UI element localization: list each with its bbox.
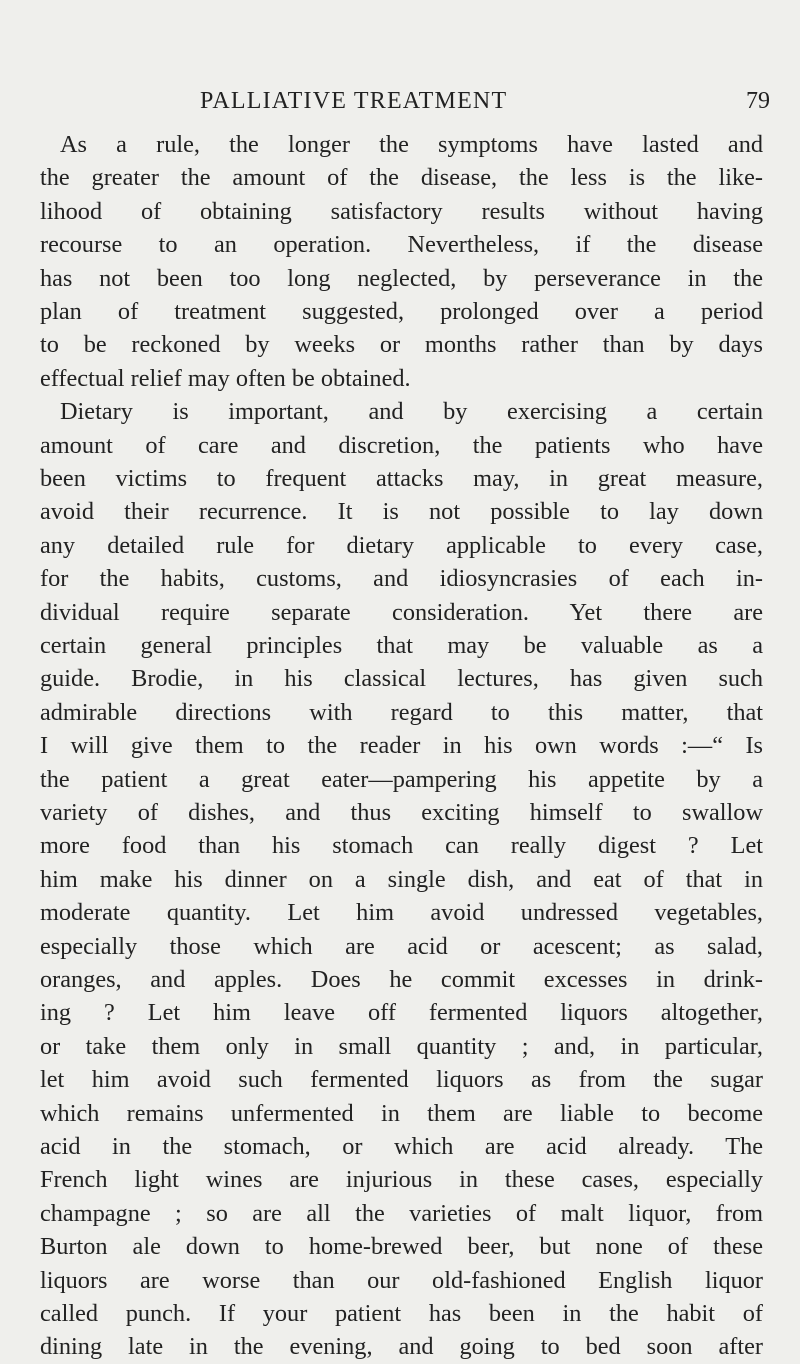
text-line: more food than his stomach can really digest ? Let (40, 832, 763, 860)
text-line: dining late in the evening, and going to bed soon after (40, 1333, 763, 1361)
text-line: I will give them to the reader in his own words :—“ Is (40, 732, 763, 760)
text-line: for the habits, customs, and idiosyncrasies of each in- (40, 565, 763, 593)
text-line: ing ? Let him leave off fermented liquors altogether, (40, 999, 763, 1027)
text-line: him make his dinner on a single dish, and eat of that in (40, 865, 763, 893)
text-line: been victims to frequent attacks may, in great measure, (40, 465, 763, 492)
text-line: any detailed rule for dietary applicable to every case, (40, 531, 763, 559)
text-line: to be reckoned by weeks or months rather than by days (40, 331, 763, 359)
text-line: variety of dishes, and thus exciting himself to swallow (40, 799, 763, 826)
running-head-title: PALLIATIVE TREATMENT (200, 88, 508, 114)
text-line: which remains unfermented in them are liable to become (40, 1099, 763, 1127)
text-line: lihood of obtaining satisfactory results without having (40, 197, 763, 225)
text-line: acid in the stomach, or which are acid already. The (40, 1133, 763, 1160)
text-line: French light wines are injurious in these cases, especially (40, 1166, 763, 1194)
text-line: moderate quantity. Let him avoid undressed vegetables, (40, 899, 763, 927)
text-line: Burton ale down to home-brewed beer, but none of these (40, 1233, 763, 1261)
text-line: certain general principles that may be valuable as a (40, 632, 763, 659)
text-line: As a rule, the longer the symptoms have lasted and (60, 131, 763, 158)
text-line: plan of treatment suggested, prolonged over a period (40, 298, 763, 325)
text-line: recourse to an operation. Nevertheless, if the disease (40, 231, 763, 259)
text-line: called punch. If your patient has been in the habit of (40, 1300, 763, 1327)
text-line: admirable directions with regard to this matter, that (40, 698, 763, 726)
text-line: the greater the amount of the disease, the less is the like- (40, 164, 763, 192)
text-line: effectual relief may often be obtained. (40, 364, 411, 392)
text-line: champagne ; so are all the varieties of malt liquor, from (40, 1199, 763, 1227)
text-line: Dietary is important, and by exercising a certain (60, 398, 763, 426)
text-line: let him avoid such fermented liquors as from the sugar (40, 1066, 763, 1094)
text-line: amount of care and discretion, the patients who have (40, 431, 763, 459)
text-line: dividual require separate consideration. Yet there are (40, 598, 763, 626)
text-line: or take them only in small quantity ; and, in particular, (40, 1032, 763, 1060)
text-line: oranges, and apples. Does he commit excesses in drink- (40, 966, 763, 993)
text-line: the patient a great eater—pampering his appetite by a (40, 765, 763, 793)
text-line: especially those which are acid or acescent; as salad, (40, 932, 763, 960)
text-line: avoid their recurrence. It is not possible to lay down (40, 498, 763, 526)
page-number: 79 (746, 88, 770, 114)
text-line: guide. Brodie, in his classical lectures, has given such (40, 665, 763, 693)
text-line: has not been too long neglected, by perseverance in the (40, 264, 763, 292)
text-line: liquors are worse than our old-fashioned English liquor (40, 1266, 763, 1294)
